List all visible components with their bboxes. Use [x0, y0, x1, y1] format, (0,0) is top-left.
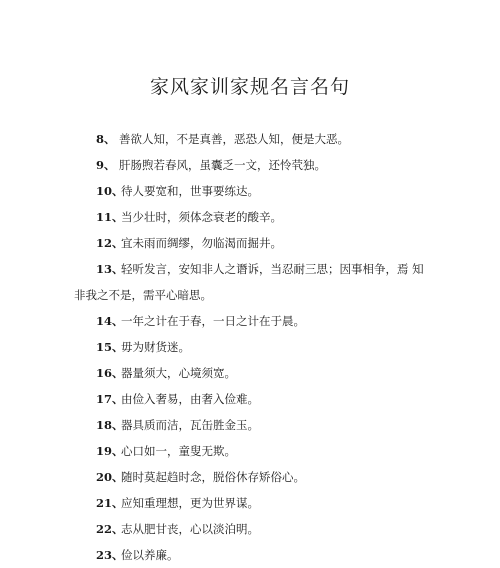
list-item: [0, 490, 500, 516]
item-text: 由俭入奢易，由奢入俭难。: [121, 392, 259, 406]
item-number: 10、: [96, 184, 124, 198]
item-number: 21、: [96, 496, 124, 510]
item-number: 18、: [96, 418, 124, 432]
item-text: 轻听发言，安知非人之谮诉，当忍耐三思；因事相争，焉 知: [121, 262, 424, 276]
item-number: 23、: [96, 548, 124, 562]
item-number: 8、: [96, 132, 116, 146]
list-item: [0, 178, 500, 204]
item-text: 一年之计在于春，一日之计在于晨。: [121, 314, 305, 328]
list-item: [0, 152, 500, 178]
item-number: 19、: [96, 444, 124, 458]
item-text: 肝肠煦若春风，虽囊乏一文，还怜茕独。: [119, 158, 326, 172]
item-text: 器量须大，心境须宽。: [121, 366, 236, 380]
quote-list: [0, 126, 500, 568]
item-text: 待人要宽和，世事要练达。: [121, 184, 259, 198]
item-text-continuation: 非我之不是，需平心暗思。: [74, 288, 212, 302]
item-text: 心口如一，童叟无欺。: [121, 444, 236, 458]
item-text: 器具质而洁，瓦缶胜金玉。: [121, 418, 259, 432]
item-number: 9、: [96, 158, 116, 172]
item-text: 当少壮时，须体念衰老的酸辛。: [121, 210, 282, 224]
list-item: [0, 230, 500, 256]
item-number: 13、: [96, 262, 124, 276]
list-item: [0, 308, 500, 334]
item-number: 16、: [96, 366, 124, 380]
item-number: 15、: [96, 340, 124, 354]
list-item: [0, 334, 500, 360]
item-number: 17、: [96, 392, 124, 406]
item-text: 俭以养廉。: [121, 548, 179, 562]
item-number: 11、: [96, 210, 124, 224]
item-number: 22、: [96, 522, 124, 536]
list-item: [0, 464, 500, 490]
list-item: [0, 542, 500, 568]
list-item-continuation: [0, 282, 500, 308]
page-title: 家风家训家规名言名句: [149, 76, 350, 98]
list-item: [0, 386, 500, 412]
list-item: [0, 360, 500, 386]
list-item: [0, 516, 500, 542]
list-item: [0, 256, 500, 282]
item-text: 宜未雨而绸缪，勿临渴而掘井。: [121, 236, 282, 250]
item-number: 12、: [96, 236, 124, 250]
item-text: 随时莫起趋时念，脱俗休存矫俗心。: [121, 470, 305, 484]
list-item: [0, 204, 500, 230]
item-text: 毋为财货迷。: [121, 340, 190, 354]
list-item: [0, 126, 500, 152]
list-item: [0, 412, 500, 438]
list-item: [0, 438, 500, 464]
item-text: 志从肥甘丧，心以淡泊明。: [121, 522, 259, 536]
item-text: 善欲人知，不是真善，恶恐人知，便是大恶。: [119, 132, 349, 146]
item-number: 14、: [96, 314, 124, 328]
item-number: 20、: [96, 470, 124, 484]
item-text: 应知重理想，更为世界谋。: [121, 496, 259, 510]
